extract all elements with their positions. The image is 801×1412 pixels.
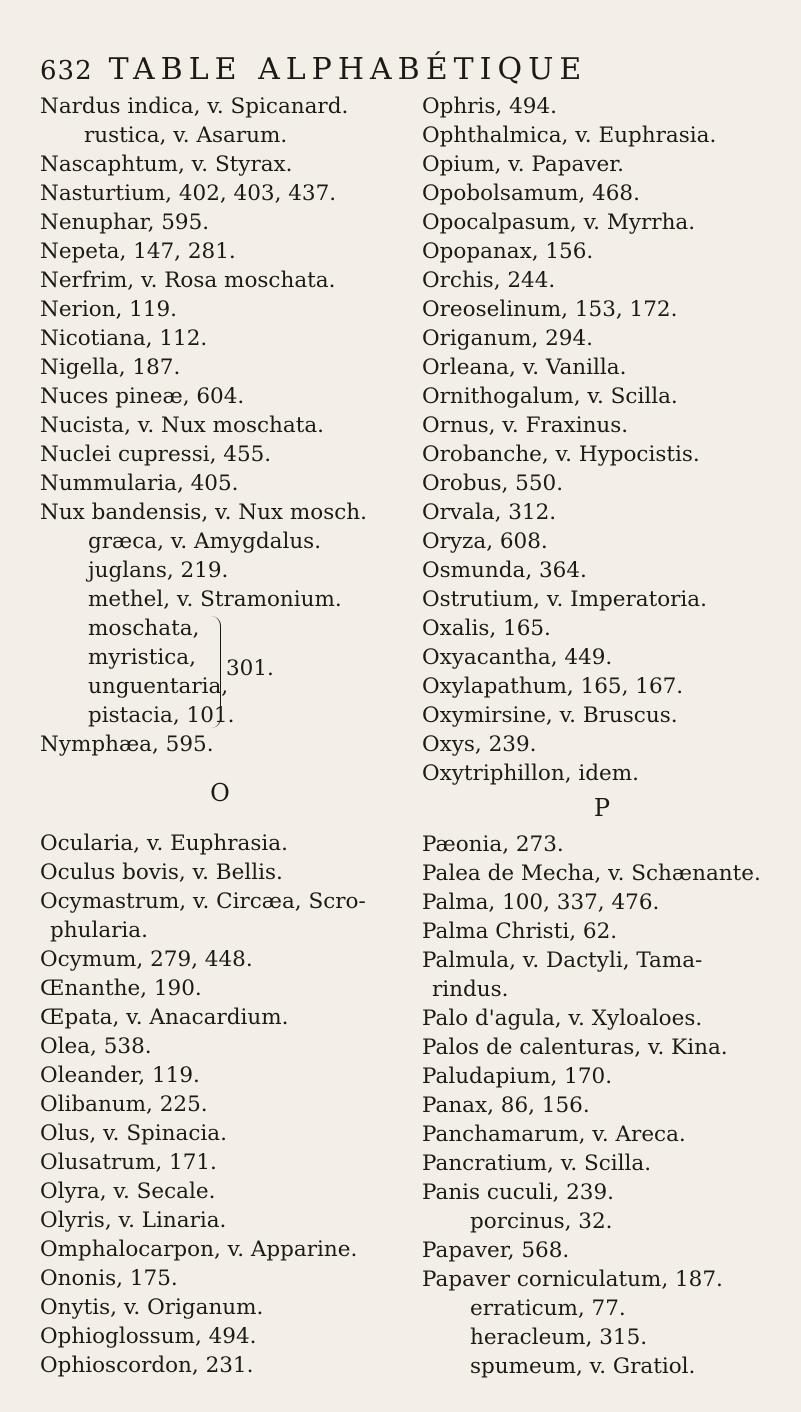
index-entry: Palo d'agula, v. Xyloaloes. <box>422 1006 703 1031</box>
index-entry: pistacia, 101. <box>88 703 235 728</box>
index-entry: Pancratium, v. Scilla. <box>422 1151 652 1176</box>
index-entry: Ornus, v. Fraxinus. <box>422 413 629 438</box>
index-entry: Panax, 86, 156. <box>422 1093 590 1118</box>
index-entry: Osmunda, 364. <box>422 558 587 583</box>
index-entry: Panis cuculi, 239. <box>422 1180 614 1205</box>
index-entry: Olusatrum, 171. <box>40 1150 217 1175</box>
index-entry: Paludapium, 170. <box>422 1064 613 1089</box>
index-entry: Ophioglossum, 494. <box>40 1324 257 1349</box>
curly-brace-icon <box>208 616 221 728</box>
index-entry: Palmula, v. Dactyli, Tama- <box>422 948 703 973</box>
bracket-entry: myristica, <box>88 645 196 670</box>
index-entry: Olibanum, 225. <box>40 1092 208 1117</box>
p-entries <box>422 830 782 1381</box>
index-entry: Ononis, 175. <box>40 1266 178 1291</box>
index-entry: Oxys, 239. <box>422 732 537 757</box>
index-entry: Palma Christi, 62. <box>422 919 618 944</box>
index-entry: Opopanax, 156. <box>422 239 594 264</box>
index-entry: Nerion, 119. <box>40 297 178 322</box>
index-entry: Pæonia, 273. <box>422 832 564 857</box>
bracket-entry: moschata, <box>88 616 200 641</box>
bracket-entry: unguentaria, <box>88 674 229 699</box>
left-column <box>40 92 400 1380</box>
right-column <box>422 92 782 1381</box>
index-entry: Olyris, v. Linaria. <box>40 1208 227 1233</box>
index-entry: Olus, v. Spinacia. <box>40 1121 227 1146</box>
index-entry: Ophris, 494. <box>422 94 557 119</box>
index-entry: Palma, 100, 337, 476. <box>422 890 660 915</box>
index-entry: Opobolsamum, 468. <box>422 181 640 206</box>
section-letter-p: P <box>593 794 611 822</box>
index-entry: Opium, v. Papaver. <box>422 152 624 177</box>
index-entry: methel, v. Stramonium. <box>88 587 342 612</box>
index-entry: Oxylapathum, 165, 167. <box>422 674 684 699</box>
index-entry: spumeum, v. Gratiol. <box>470 1354 696 1379</box>
index-entry: Omphalocarpon, v. Apparine. <box>40 1237 358 1262</box>
index-entry: Oxalis, 165. <box>422 616 551 641</box>
index-entry: Nasturtium, 402, 403, 437. <box>40 181 337 206</box>
index-entry: græca, v. Amygdalus. <box>88 529 322 554</box>
index-entry: Ocymastrum, v. Circæa, Scro- <box>40 889 366 914</box>
index-entry: Nux bandensis, v. Nux mosch. <box>40 500 367 525</box>
index-entry: Ocularia, v. Euphrasia. <box>40 831 288 856</box>
index-entry: Nicotiana, 112. <box>40 326 208 351</box>
o-entries <box>40 829 400 1380</box>
index-entry: Nascaphtum, v. Styrax. <box>40 152 293 177</box>
page-number: 632 <box>40 56 93 86</box>
index-entry: Oxytriphillon, idem. <box>422 761 639 786</box>
index-entry: heracleum, 315. <box>470 1325 648 1350</box>
index-entry: porcinus, 32. <box>470 1209 613 1234</box>
index-entry: Orobanche, v. Hypocistis. <box>422 442 700 467</box>
index-entry: Oleander, 119. <box>40 1063 200 1088</box>
index-entry: Nummularia, 405. <box>40 471 239 496</box>
index-entry: Nigella, 187. <box>40 355 181 380</box>
index-entry: Panchamarum, v. Areca. <box>422 1122 686 1147</box>
index-entry: Olea, 538. <box>40 1034 152 1059</box>
bracket-page-ref: 301. <box>226 656 274 681</box>
index-entry: Nymphæa, 595. <box>40 732 214 757</box>
o-entries-continued <box>422 92 782 788</box>
index-entry: Papaver corniculatum, 187. <box>422 1267 723 1292</box>
index-entry: Orobus, 550. <box>422 471 564 496</box>
index-entry: Nucista, v. Nux moschata. <box>40 413 324 438</box>
index-entry: Nuclei cupressi, 455. <box>40 442 272 467</box>
index-entry: Ostrutium, v. Imperatoria. <box>422 587 707 612</box>
index-entry: Ophioscordon, 231. <box>40 1353 254 1378</box>
index-entry: Oryza, 608. <box>422 529 548 554</box>
index-entry: Onytis, v. Origanum. <box>40 1295 264 1320</box>
page-header <box>40 52 770 92</box>
index-entry: Palos de calenturas, v. Kina. <box>422 1035 728 1060</box>
index-entry: Nuces pineæ, 604. <box>40 384 245 409</box>
index-entry: Orvala, 312. <box>422 500 557 525</box>
index-entry: Origanum, 294. <box>422 326 593 351</box>
index-entry: Orleana, v. Vanilla. <box>422 355 627 380</box>
index-entry: Opocalpasum, v. Myrrha. <box>422 210 696 235</box>
index-entry: Nardus indica, v. Spicanard. <box>40 94 349 119</box>
index-entry: Œnanthe, 190. <box>40 976 202 1001</box>
n-entries <box>40 92 400 614</box>
index-entry: Oxyacantha, 449. <box>422 645 613 670</box>
index-entry: rustica, v. Asarum. <box>84 123 288 148</box>
index-entry: juglans, 219. <box>88 558 229 583</box>
index-entry: Oxymirsine, v. Bruscus. <box>422 703 678 728</box>
index-entry: Nepeta, 147, 281. <box>40 239 236 264</box>
index-entry: Orchis, 244. <box>422 268 556 293</box>
index-entry: Nerfrim, v. Rosa moschata. <box>40 268 336 293</box>
running-title: TABLE ALPHABÉTIQUE <box>108 52 588 87</box>
index-entry: Oculus bovis, v. Bellis. <box>40 860 283 885</box>
nux-bracket-group <box>40 614 400 701</box>
index-entry: Olyra, v. Secale. <box>40 1179 216 1204</box>
index-entry: Ornithogalum, v. Scilla. <box>422 384 678 409</box>
index-entry: Palea de Mecha, v. Schænante. <box>422 861 761 886</box>
index-entry: Nenuphar, 595. <box>40 210 210 235</box>
section-letter-o: O <box>210 779 230 807</box>
index-entry: Oreoselinum, 153, 172. <box>422 297 678 322</box>
index-entry: erraticum, 77. <box>470 1296 626 1321</box>
index-entry: Ophthalmica, v. Euphrasia. <box>422 123 717 148</box>
index-entry: rindus. <box>432 977 509 1002</box>
index-entry: Œpata, v. Anacardium. <box>40 1005 289 1030</box>
index-entry: phularia. <box>50 918 148 943</box>
index-entry: Ocymum, 279, 448. <box>40 947 253 972</box>
index-entry: Papaver, 568. <box>422 1238 570 1263</box>
